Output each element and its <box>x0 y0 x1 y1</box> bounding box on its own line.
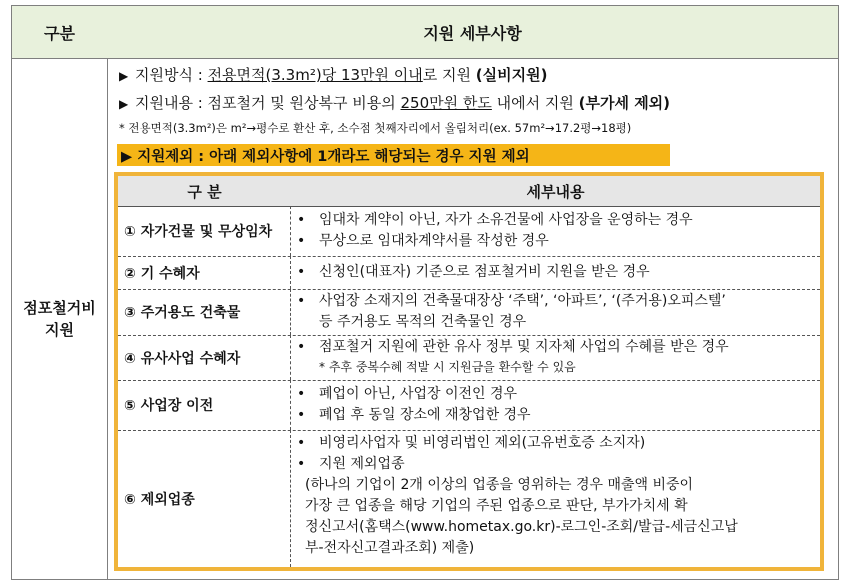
list-item: • 신청인(대표자) 기준으로 점포철거비 지원을 받은 경우 <box>297 262 820 283</box>
header-details: 지원 세부사항 <box>107 6 838 59</box>
table-row <box>118 256 820 290</box>
row-name: ⑤ 사업장 이전 <box>118 380 291 430</box>
method-amount: 전용면적(3.3m²)당 13만원 이내 <box>207 66 423 84</box>
bullet-icon: • <box>297 293 306 309</box>
paragraph-line: 부-전자신고결과조회) 제출) <box>305 540 475 556</box>
list-item: • 무상으로 임대차계약서를 작성한 경우 <box>297 231 820 252</box>
support-table <box>11 5 839 580</box>
list-item: • 점포철거 지원에 관한 유사 정부 및 지자체 사업의 수혜를 받은 경우 <box>297 337 820 358</box>
bullet-icon: • <box>297 435 306 451</box>
bullet-icon: • <box>297 339 306 355</box>
row-details <box>291 206 820 256</box>
sub-header-details: 세부내용 <box>291 176 820 207</box>
triangle-icon: ▶ <box>119 69 129 83</box>
row-details <box>291 380 820 430</box>
sub-header-category: 구 분 <box>118 176 292 207</box>
method-line: ▶ 지원방식 : 전용면적(3.3m²)당 13만원 이내로 지원 (실비지원) <box>119 66 548 84</box>
row-details <box>291 335 820 380</box>
list-item: • 비영리사업자 및 비영리법인 제외(고유번호증 소지자) <box>297 433 820 454</box>
row-name: ① 자가건물 및 무상임차 <box>118 206 291 256</box>
vat-note: (부가세 제외) <box>578 94 671 112</box>
area-note: * 전용면적(3.3m²)은 m²→평수로 환산 후, 소수점 첫째자리에서 올림처리(ex. 57m²→17.2평→18평) <box>119 121 632 135</box>
details-cell <box>107 58 838 579</box>
row-label-text: 점포철거비 지원 <box>23 298 96 339</box>
exclusion-table <box>114 172 824 571</box>
list-item: • 지원 제외업종 <box>297 454 820 475</box>
bullet-icon: • <box>297 212 306 228</box>
table-row <box>118 289 820 336</box>
header-category: 구분 <box>12 6 108 59</box>
paragraph-line: (하나의 기업이 2개 이상의 업종을 영위하는 경우 매출액 비중이 <box>305 477 694 493</box>
row-name: ⑥ 제외업종 <box>118 430 291 567</box>
row-details <box>291 256 820 289</box>
recovery-note: * 추후 중복수혜 적발 시 지원금을 환수할 수 있음 <box>319 360 576 374</box>
content-line: ▶ 지원내용 : 점포철거 및 원상복구 비용의 250만원 한도 내에서 지원 (부가세 제외) <box>119 94 671 112</box>
list-item: • 폐업이 아닌, 사업장 이전인 경우 <box>297 384 820 405</box>
list-item: • 임대차 계약이 아닌, 자가 소유건물에 사업장을 운영하는 경우 <box>297 210 820 231</box>
bullet-icon: • <box>297 233 306 249</box>
row-details <box>291 289 820 335</box>
row-name: ② 기 수혜자 <box>118 256 291 289</box>
row-details <box>291 430 820 567</box>
triangle-icon: ▶ <box>119 97 129 111</box>
exclusion-banner: ▶ 지원제외 : 아래 제외사항에 1개라도 해당되는 경우 지원 제외 <box>117 144 670 166</box>
list-item-continuation: 등 주거용도 목적의 건축물인 경우 <box>319 314 527 330</box>
bullet-icon: • <box>297 264 306 280</box>
list-item: • 폐업 후 동일 장소에 재창업한 경우 <box>297 405 820 426</box>
table-row <box>118 206 820 257</box>
row-name: ③ 주거용도 건축물 <box>118 289 291 335</box>
bullet-icon: • <box>297 407 306 423</box>
bullet-icon: • <box>297 386 306 402</box>
paragraph-line: 가장 큰 업종을 해당 기업의 주된 업종으로 판단, 부가가치세 확 <box>305 498 688 514</box>
content-limit: 250만원 한도 <box>400 94 492 112</box>
row-name: ④ 유사사업 수혜자 <box>118 335 291 380</box>
row-label <box>12 58 108 579</box>
list-item: • 사업장 소재지의 건축물대장상 ‘주택’, ‘아파트’, ‘(주거용)오피스텔’ <box>297 291 820 312</box>
bullet-icon: • <box>297 456 306 472</box>
table-row <box>118 380 820 431</box>
method-type: (실비지원) <box>475 66 548 84</box>
table-row <box>118 430 820 567</box>
table-row <box>118 335 820 381</box>
paragraph-line: 정신고서(홈택스(www.hometax.go.kr)-로그인-조회/발급-세금신고납 <box>305 519 738 535</box>
